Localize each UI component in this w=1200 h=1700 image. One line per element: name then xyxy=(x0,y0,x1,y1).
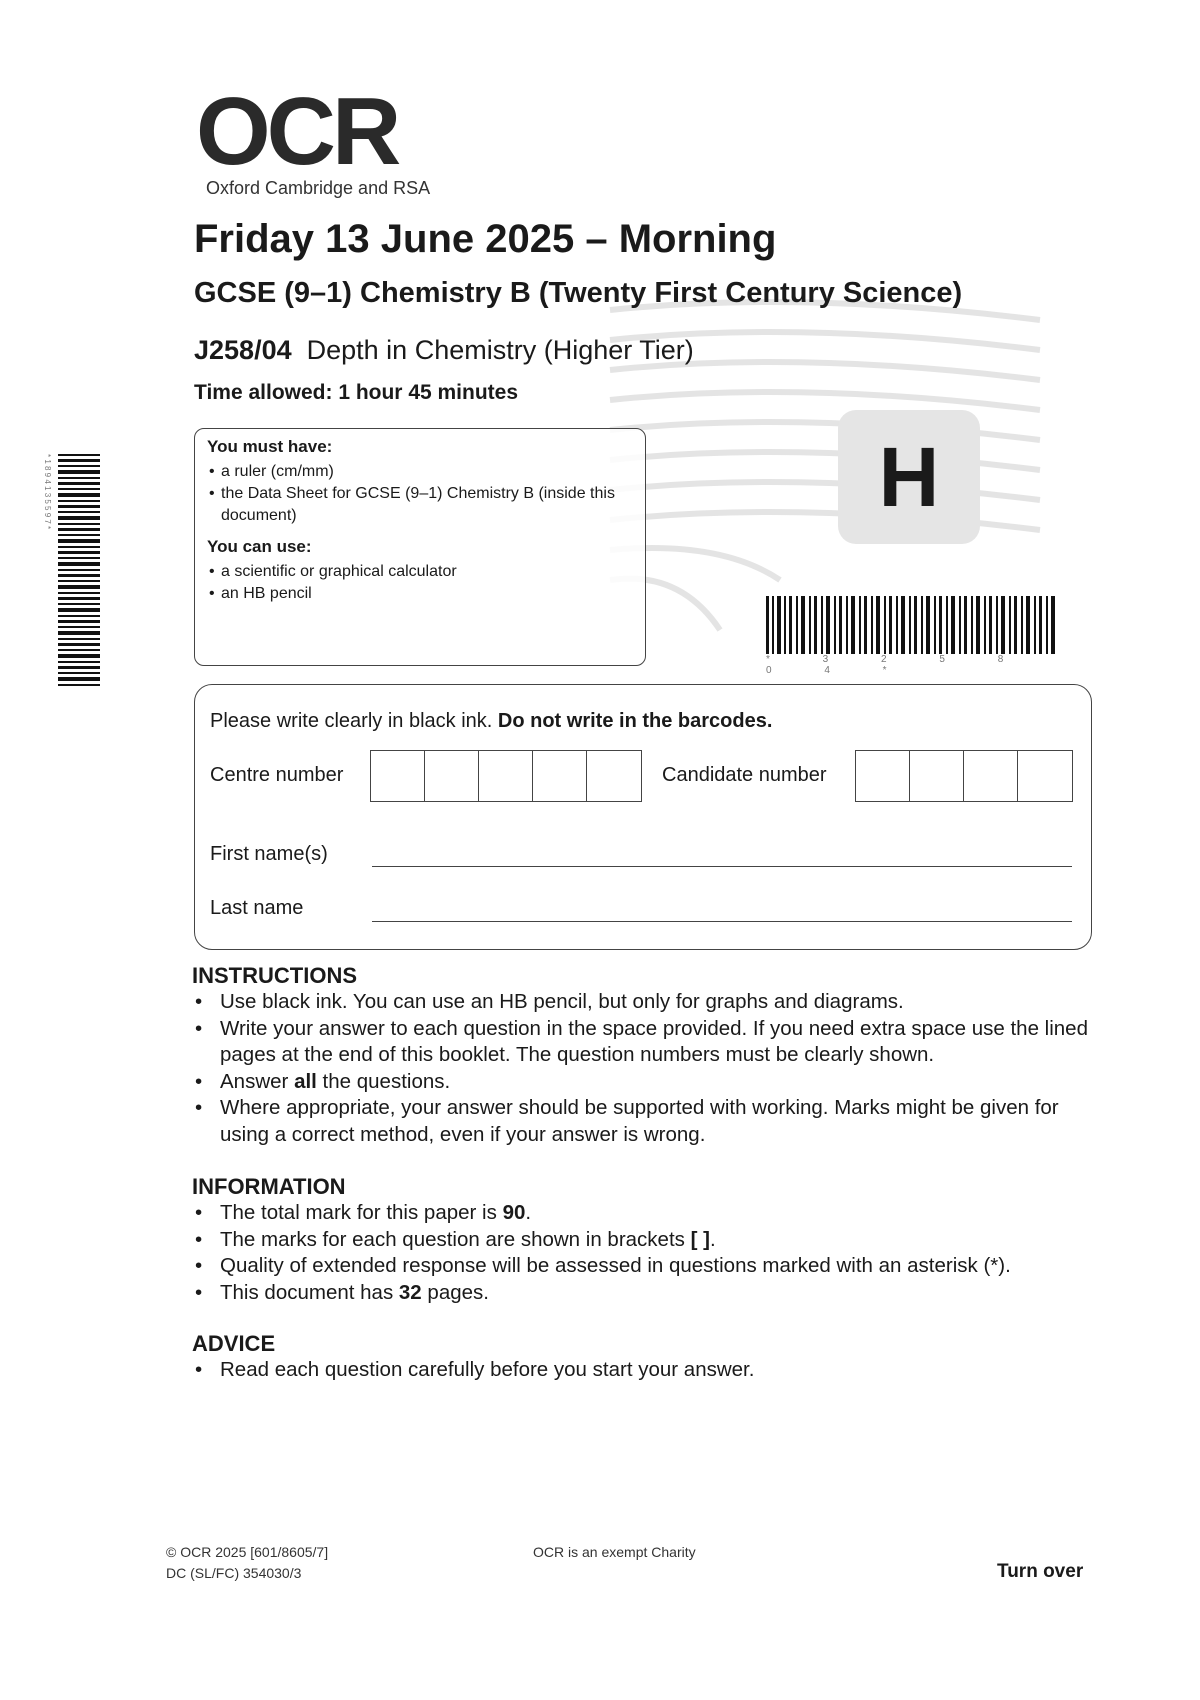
exam-date: Friday 13 June 2025 – Morning xyxy=(194,217,777,261)
digit-cell[interactable] xyxy=(1018,751,1072,801)
list-item xyxy=(192,1200,1102,1227)
emphasis: 90 xyxy=(502,1201,526,1224)
can-use-list xyxy=(207,561,633,605)
text-segment: pages. xyxy=(421,1280,489,1304)
text-segment: The marks for each question are shown in brackets xyxy=(220,1227,691,1251)
digit-cell[interactable] xyxy=(856,751,910,801)
digit-cell[interactable] xyxy=(479,751,533,801)
first-name-line[interactable] xyxy=(372,866,1072,867)
list-item xyxy=(192,1280,1102,1307)
advice-heading: ADVICE xyxy=(192,1331,276,1356)
logo-subtitle: Oxford Cambridge and RSA xyxy=(206,178,431,198)
last-name-line[interactable] xyxy=(372,921,1072,922)
centre-number-cells[interactable] xyxy=(370,750,642,802)
must-have-heading: You must have: xyxy=(207,437,333,456)
list-item: • Use black ink. You can use an HB pencil, but only for graphs and diagrams. xyxy=(192,989,1102,1016)
ocr-logo: OCR xyxy=(196,78,398,185)
last-name-label: Last name xyxy=(210,897,304,919)
barcode-right xyxy=(766,596,1058,654)
list-item: • the Data Sheet for GCSE (9–1) Chemistry B (inside this document) xyxy=(221,483,633,527)
qualification-title: GCSE (9–1) Chemistry B (Twenty First Century Science) xyxy=(194,277,963,309)
centre-number-label: Centre number xyxy=(210,764,344,786)
paper-title: Depth in Chemistry (Higher Tier) xyxy=(306,335,694,365)
barcode-right-digits: * 3 2 5 8 0 4 * xyxy=(766,654,1029,676)
list-item: • Read each question carefully before you start your answer. xyxy=(192,1357,1102,1384)
digit-cell[interactable] xyxy=(533,751,587,801)
text-segment: . xyxy=(525,1201,532,1224)
digit-cell[interactable] xyxy=(371,751,425,801)
advice-list xyxy=(192,1357,1102,1384)
digit-cell[interactable] xyxy=(964,751,1018,801)
information-heading: INFORMATION xyxy=(192,1174,346,1199)
list-item: • Write your answer to each question in the space provided. If you need extra space use the lined pages at the end of this booklet. The question numbers must be clearly shown. xyxy=(192,1016,1102,1069)
must-have-list xyxy=(207,461,633,527)
emphasis: 32 xyxy=(398,1280,422,1304)
equipment-box xyxy=(194,428,646,666)
ink-instruction-normal: Please write clearly in black ink. xyxy=(210,710,493,732)
list-item: • a scientific or graphical calculator xyxy=(221,561,633,583)
text-segment: Answer xyxy=(220,1069,295,1093)
tier-badge: H xyxy=(838,410,980,544)
emphasis: all xyxy=(294,1069,317,1093)
list-item: • a ruler (cm/mm) xyxy=(221,461,633,483)
paper-code-line xyxy=(194,335,694,366)
candidate-number-cells[interactable] xyxy=(855,750,1073,802)
copyright: © OCR 2025 [601/8605/7] xyxy=(166,1544,329,1560)
turn-over: Turn over xyxy=(997,1561,1084,1582)
information-list xyxy=(192,1200,1102,1306)
doc-code: DC (SL/FC) 354030/3 xyxy=(166,1565,302,1581)
list-item: • Quality of extended response will be assessed in questions marked with an asterisk (*). xyxy=(192,1253,1102,1280)
barcode-left xyxy=(52,454,100,686)
footer-left xyxy=(166,1542,328,1584)
instructions-list xyxy=(192,989,1102,1148)
text-segment: the questions. xyxy=(316,1069,451,1093)
list-item xyxy=(192,1069,1102,1096)
paper-code: J258/04 xyxy=(194,335,292,365)
charity-note: OCR is an exempt Charity xyxy=(533,1544,696,1560)
barcode-left-digits: * 1 8 9 4 1 3 5 5 9 7 * xyxy=(43,454,52,530)
instructions-heading: INSTRUCTIONS xyxy=(192,963,357,988)
first-name-label: First name(s) xyxy=(210,843,328,865)
text-segment: This document has xyxy=(220,1280,399,1304)
ink-instruction-bold: Do not write in the barcodes. xyxy=(497,710,773,732)
text-segment: . xyxy=(709,1227,716,1251)
list-item xyxy=(192,1227,1102,1254)
list-item: • Where appropriate, your answer should be supported with working. Marks might be given for using a correct method, even if your answer is wrong. xyxy=(192,1095,1102,1148)
digit-cell[interactable] xyxy=(425,751,479,801)
digit-cell[interactable] xyxy=(587,751,641,801)
digit-cell[interactable] xyxy=(910,751,964,801)
can-use-heading: You can use: xyxy=(207,537,312,556)
time-allowed: Time allowed: 1 hour 45 minutes xyxy=(194,381,519,404)
ink-instruction xyxy=(210,710,772,733)
emphasis: [ ] xyxy=(690,1227,710,1251)
text-segment: The total mark for this paper is xyxy=(220,1201,503,1224)
list-item: • an HB pencil xyxy=(221,583,633,605)
candidate-number-label: Candidate number xyxy=(662,764,827,786)
